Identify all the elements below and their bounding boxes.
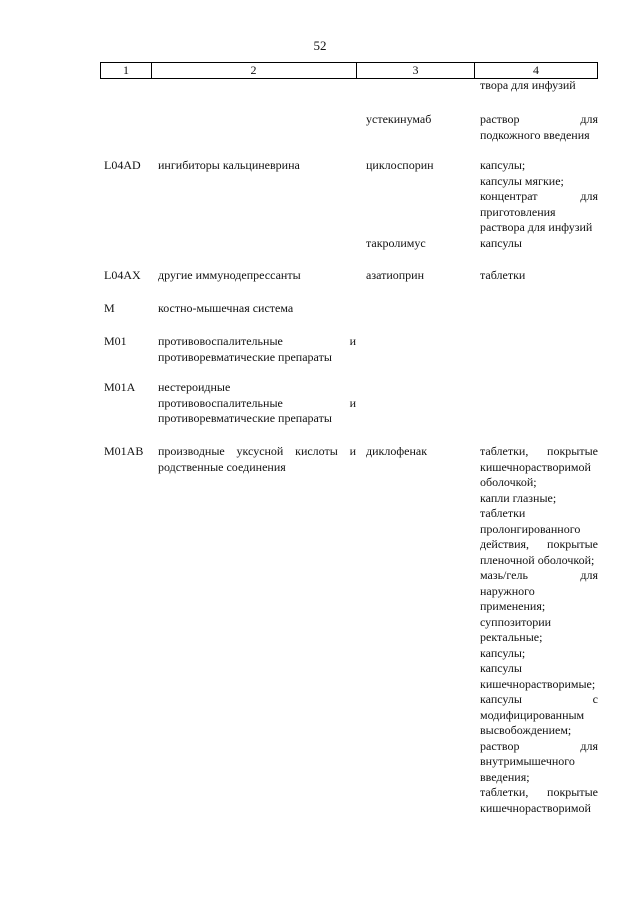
dosage-form: капсулы; (480, 645, 526, 660)
header-col-2: 2 (151, 63, 357, 78)
dosage-form: таблетки пролонгированного действия, покрытые пленочной оболочкой; (480, 506, 598, 567)
dosage-form: таблетки, покрытые кишечнорастворимой (480, 785, 598, 815)
dosage-form: раствор для подкожного введения (480, 112, 598, 142)
dosage-form: таблетки (480, 268, 526, 282)
dosage-form: капсулы (480, 236, 522, 250)
atc-code: M (104, 301, 115, 315)
dosage-form: раствор для внутримышечного введения; (480, 738, 598, 784)
table-header (100, 62, 598, 79)
atc-group-name: костно-мышечная система (158, 301, 294, 315)
atc-group-name: противовоспалительные и противоревматические препараты (158, 334, 356, 364)
drug-name: устекинумаб (366, 112, 432, 126)
dosage-forms (480, 444, 598, 816)
drug-name: такролимус (366, 236, 426, 250)
header-col-4: 4 (475, 63, 598, 78)
atc-group-name: другие иммунодепрессанты (158, 268, 301, 282)
drug-name: азатиоприн (366, 268, 425, 282)
dosage-form: капсулы мягкие; (480, 173, 564, 188)
atc-code: L04AD (104, 158, 141, 172)
dosage-form: капсулы кишечнорастворимые; (480, 661, 596, 691)
dosage-form: концентрат для приготовления раствора для инфузий (480, 189, 598, 234)
dosage-form: таблетки, покрытые кишечнорастворимой оболочкой; (480, 444, 598, 489)
atc-code: L04AX (104, 268, 141, 282)
page-number: 52 (313, 38, 327, 53)
dosage-form: капсулы; (480, 158, 526, 172)
dosage-form: твора для инфузий (480, 78, 576, 92)
dosage-form: капсулы с модифицированным высвобождением; (480, 692, 598, 737)
dosage-form: мазь/гель для наружного применения; (480, 568, 598, 613)
atc-group-name: производные уксусной кислоты и родственные соединения (158, 444, 356, 474)
header-col-3: 3 (357, 63, 475, 78)
atc-group-name: нестероидные противовоспалительные и противоревматические препараты (158, 380, 356, 425)
drug-name: диклофенак (366, 444, 428, 458)
drug-name: циклоспорин (366, 158, 434, 172)
atc-code: M01A (104, 380, 136, 394)
dosage-forms (480, 158, 598, 236)
dosage-form: суппозитории ректальные; (480, 614, 552, 644)
atc-code: M01AB (104, 444, 144, 458)
atc-group-name: ингибиторы кальциневрина (158, 158, 300, 172)
dosage-form: капли глазные; (480, 490, 557, 505)
atc-code: M01 (104, 334, 127, 348)
header-col-1: 1 (100, 63, 152, 78)
